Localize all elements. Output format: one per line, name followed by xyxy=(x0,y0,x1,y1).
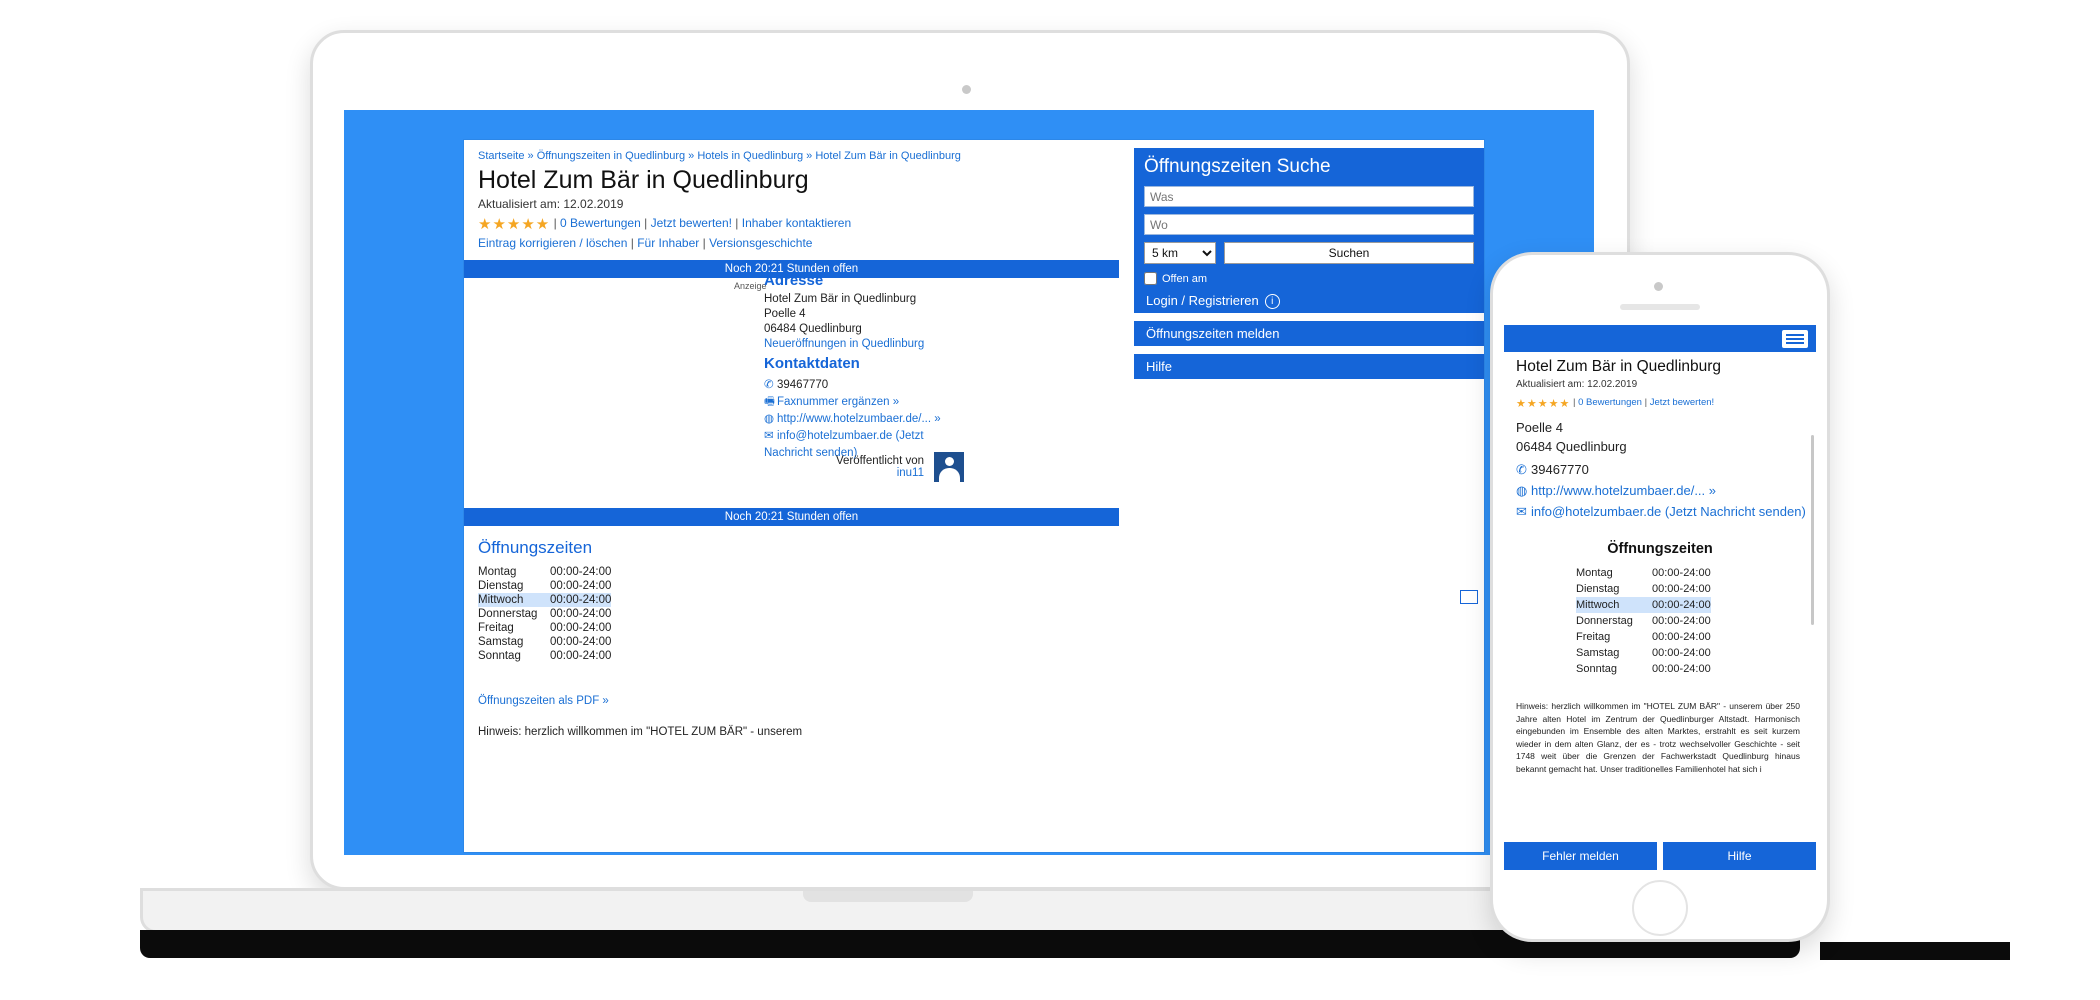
hours-day: Samstag xyxy=(478,636,524,648)
mobile-phone-row xyxy=(1516,459,1806,480)
phone-screen xyxy=(1504,325,1816,870)
laptop-notch xyxy=(803,891,973,902)
publisher-link[interactable]: inu11 xyxy=(896,467,924,479)
table-row xyxy=(1576,565,1711,581)
hours-day: Sonntag xyxy=(478,650,521,662)
hours-heading: Öffnungszeiten xyxy=(478,538,593,557)
search-controls-row xyxy=(1144,242,1474,264)
mobile-hours-heading: Öffnungszeiten xyxy=(1607,541,1713,557)
hours-day: Dienstag xyxy=(1576,583,1620,595)
star-rating-icon[interactable]: ★★★★★ xyxy=(478,216,551,233)
hours-value: 00:00-24:00 xyxy=(540,593,611,607)
main-content-column xyxy=(464,140,1119,852)
published-by-label: Veröffentlicht von xyxy=(835,455,924,467)
breadcrumb[interactable]: Startseite » Öffnungszeiten in Quedlinburg » Hotels in Quedlinburg » Hotel Zum Bär in Quedlinburg xyxy=(478,150,961,162)
mobile-help-button[interactable]: Hilfe xyxy=(1663,842,1816,870)
mobile-email-link[interactable]: info@hotelzumbaer.de (Jetzt Nachricht senden) xyxy=(1531,504,1806,519)
add-fax-link[interactable]: Faxnummer ergänzen » xyxy=(777,396,900,408)
page-title: Hotel Zum Bär in Quedlinburg xyxy=(478,166,809,194)
phone-shadow xyxy=(1820,942,2010,960)
table-row xyxy=(478,593,611,607)
ad-label: Anzeige xyxy=(734,281,767,291)
hours-day: Sonntag xyxy=(1576,663,1617,675)
login-register-button[interactable] xyxy=(1134,288,1484,313)
hours-day: Mittwoch xyxy=(1576,597,1642,613)
laptop-screen xyxy=(344,110,1594,855)
report-error-button[interactable]: Fehler melden xyxy=(1504,842,1657,870)
table-row xyxy=(478,565,611,579)
phone-icon: ✆ xyxy=(764,379,774,391)
hours-value: 00:00-24:00 xyxy=(1652,631,1711,643)
hours-value: 00:00-24:00 xyxy=(1642,597,1711,613)
envelope-icon: ✉ xyxy=(1516,504,1527,519)
phone-icon: ✆ xyxy=(1516,462,1527,477)
avatar-head-shape xyxy=(945,457,954,466)
hours-day: Samstag xyxy=(1576,647,1620,659)
hours-day: Montag xyxy=(478,566,517,578)
mobile-rating-row: ★★★★★ | 0 Bewertungen | Jetzt bewerten! xyxy=(1516,397,1715,410)
table-row xyxy=(478,649,611,663)
hours-pdf-link[interactable]: Öffnungszeiten als PDF » xyxy=(478,695,609,707)
mobile-updated-date: Aktualisiert am: 12.02.2019 xyxy=(1516,379,1638,390)
hours-value: 00:00-24:00 xyxy=(550,566,612,578)
hours-day: Montag xyxy=(1576,567,1613,579)
hours-day: Donnerstag xyxy=(478,608,538,620)
entry-actions-row: Eintrag korrigieren / löschen | Für Inhaber | Versionsgeschichte xyxy=(478,236,813,250)
hamburger-icon[interactable] xyxy=(1782,330,1808,348)
table-row xyxy=(1576,597,1711,613)
mobile-website-link[interactable]: http://www.hotelzumbaer.de/... » xyxy=(1531,483,1716,498)
mobile-email-row xyxy=(1516,501,1806,522)
laptop-camera-icon xyxy=(962,85,971,94)
mobile-phone[interactable]: 39467770 xyxy=(1531,462,1589,477)
rate-now-link[interactable]: Jetzt bewerten! xyxy=(650,216,732,230)
table-row xyxy=(1576,645,1711,661)
hours-value: 00:00-24:00 xyxy=(550,650,612,662)
address-heading: Adresse xyxy=(764,272,824,289)
contact-fax-row xyxy=(764,394,944,411)
mobile-rate-now-link[interactable]: Jetzt bewerten! xyxy=(1649,397,1715,408)
table-row xyxy=(1576,661,1711,677)
hours-value: 00:00-24:00 xyxy=(1652,567,1711,579)
hours-value: 00:00-24:00 xyxy=(550,636,612,648)
globe-icon: ◍ xyxy=(764,413,775,425)
search-what-input[interactable] xyxy=(1144,186,1474,207)
search-button[interactable]: Suchen xyxy=(1224,242,1474,264)
open-status-bar-top: Noch 20:21 Stunden offen xyxy=(464,260,1119,278)
open-on-label: Offen am xyxy=(1162,272,1208,285)
phone-home-button[interactable] xyxy=(1632,880,1688,936)
phone-speaker-grille xyxy=(1620,304,1700,310)
email-link[interactable]: info@hotelzumbaer.de (Jetzt Nachricht senden) xyxy=(764,430,924,459)
description-note: Hinweis: herzlich willkommen im "HOTEL ZUM BÄR" - unserem xyxy=(478,726,803,738)
mobile-contact-block xyxy=(1516,459,1806,522)
address-city: 06484 Quedlinburg xyxy=(764,323,862,335)
open-on-checkbox[interactable] xyxy=(1144,272,1157,285)
opening-hours-table xyxy=(478,565,611,663)
correct-entry-link[interactable]: Eintrag korrigieren / löschen xyxy=(478,236,628,250)
hours-day: Dienstag xyxy=(478,580,524,592)
address-street: Poelle 4 xyxy=(764,308,806,320)
laptop-device xyxy=(310,30,1630,890)
contact-phone-row xyxy=(764,377,944,394)
mobile-opening-hours-table xyxy=(1576,565,1711,677)
hours-value: 00:00-24:00 xyxy=(550,580,612,592)
mobile-scrollbar[interactable] xyxy=(1811,435,1814,625)
report-hours-button[interactable] xyxy=(1134,321,1484,346)
mobile-city: 06484 Quedlinburg xyxy=(1516,439,1627,454)
open-status-bar-bottom: Noch 20:21 Stunden offen xyxy=(464,508,1119,526)
hours-value: 00:00-24:00 xyxy=(550,622,612,634)
website-page xyxy=(464,140,1484,852)
mobile-page-title: Hotel Zum Bär in Quedlinburg xyxy=(1516,358,1722,375)
address-name: Hotel Zum Bär in Quedlinburg xyxy=(764,293,917,305)
hours-day: Freitag xyxy=(1576,631,1611,643)
hours-value: 00:00-24:00 xyxy=(1652,615,1711,627)
radius-select[interactable] xyxy=(1144,242,1216,264)
table-row xyxy=(1576,581,1711,597)
address-block xyxy=(764,273,924,352)
version-history-link[interactable]: Versionsgeschichte xyxy=(709,236,813,250)
help-button[interactable] xyxy=(1134,354,1484,379)
table-row xyxy=(478,607,611,621)
envelope-icon: ✉ xyxy=(764,430,774,442)
hours-day: Mittwoch xyxy=(478,593,540,607)
globe-icon: ◍ xyxy=(1516,483,1528,498)
search-heading: Öffnungszeiten Suche xyxy=(1144,156,1331,177)
hours-value: 00:00-24:00 xyxy=(1652,663,1711,675)
star-rating-icon[interactable]: ★★★★★ xyxy=(1516,398,1571,410)
hours-value: 00:00-24:00 xyxy=(1652,583,1711,595)
report-hours-label: Öffnungszeiten melden xyxy=(1146,326,1280,341)
sidebar-column xyxy=(1134,140,1484,852)
search-where-input[interactable] xyxy=(1144,214,1474,235)
search-widget xyxy=(1134,148,1484,297)
open-on-checkbox-row[interactable] xyxy=(1144,272,1474,285)
phone-camera-icon xyxy=(1654,282,1663,291)
contact-owner-link[interactable]: Inhaber kontaktieren xyxy=(741,216,852,230)
table-row xyxy=(1576,629,1711,645)
login-register-label: Login / Registrieren xyxy=(1146,293,1259,308)
rating-count-link[interactable]: 0 Bewertungen xyxy=(560,216,641,230)
mobile-footer xyxy=(1504,842,1816,870)
hours-day: Donnerstag xyxy=(1576,615,1633,627)
website-link[interactable]: http://www.hotelzumbaer.de/... » xyxy=(777,413,941,425)
help-label: Hilfe xyxy=(1146,359,1173,374)
mobile-address-block xyxy=(1516,418,1627,456)
mobile-street: Poelle 4 xyxy=(1516,420,1563,435)
mobile-web-row xyxy=(1516,480,1806,501)
fax-icon: 🖷 xyxy=(764,396,775,408)
updated-date: Aktualisiert am: 12.02.2019 xyxy=(478,197,624,211)
info-icon[interactable]: i xyxy=(1265,294,1280,309)
for-owners-link[interactable]: Für Inhaber xyxy=(637,236,700,250)
contact-phone: 39467770 xyxy=(777,379,829,391)
avatar xyxy=(934,452,964,482)
contact-heading: Kontaktdaten xyxy=(764,355,860,372)
table-row xyxy=(1576,613,1711,629)
table-row xyxy=(478,579,611,593)
mobile-description-note: Hinweis: herzlich willkommen im "HOTEL ZUM BÄR" - unserem über 250 Jahre alten Hotel im Zentrum der Quedlinburger Altstadt. Harmonisch eingebunden im Ensemble des alten Marktes, erstrahlt es seit kurzem wieder in dem alten Glanz, der es - trotz wechselvoller Geschichte - seit 1748 weit über die Grenzen der Fachwerkstadt Quedlinburg hinaus bekannt gemacht hat. Unser traditionelles Familienhotel hat sich i xyxy=(1516,701,1800,774)
phone-device xyxy=(1490,252,1830,942)
hours-day: Freitag xyxy=(478,622,514,634)
mobile-topbar xyxy=(1504,325,1816,352)
contact-block xyxy=(764,355,944,462)
hours-value: 00:00-24:00 xyxy=(550,608,612,620)
mobile-rating-count-link[interactable]: 0 Bewertungen xyxy=(1578,397,1642,408)
published-block xyxy=(764,455,924,479)
rating-row: ★★★★★ | 0 Bewertungen | Jetzt bewerten! | Inhaber kontaktieren xyxy=(478,216,852,233)
new-openings-link[interactable]: Neueröffnungen in Quedlinburg xyxy=(764,338,925,350)
sidebar-placeholder-box xyxy=(1460,590,1478,604)
contact-web-row xyxy=(764,411,944,428)
table-row xyxy=(478,621,611,635)
hours-value: 00:00-24:00 xyxy=(1652,647,1711,659)
table-row xyxy=(478,635,611,649)
avatar-body-shape xyxy=(939,468,960,482)
